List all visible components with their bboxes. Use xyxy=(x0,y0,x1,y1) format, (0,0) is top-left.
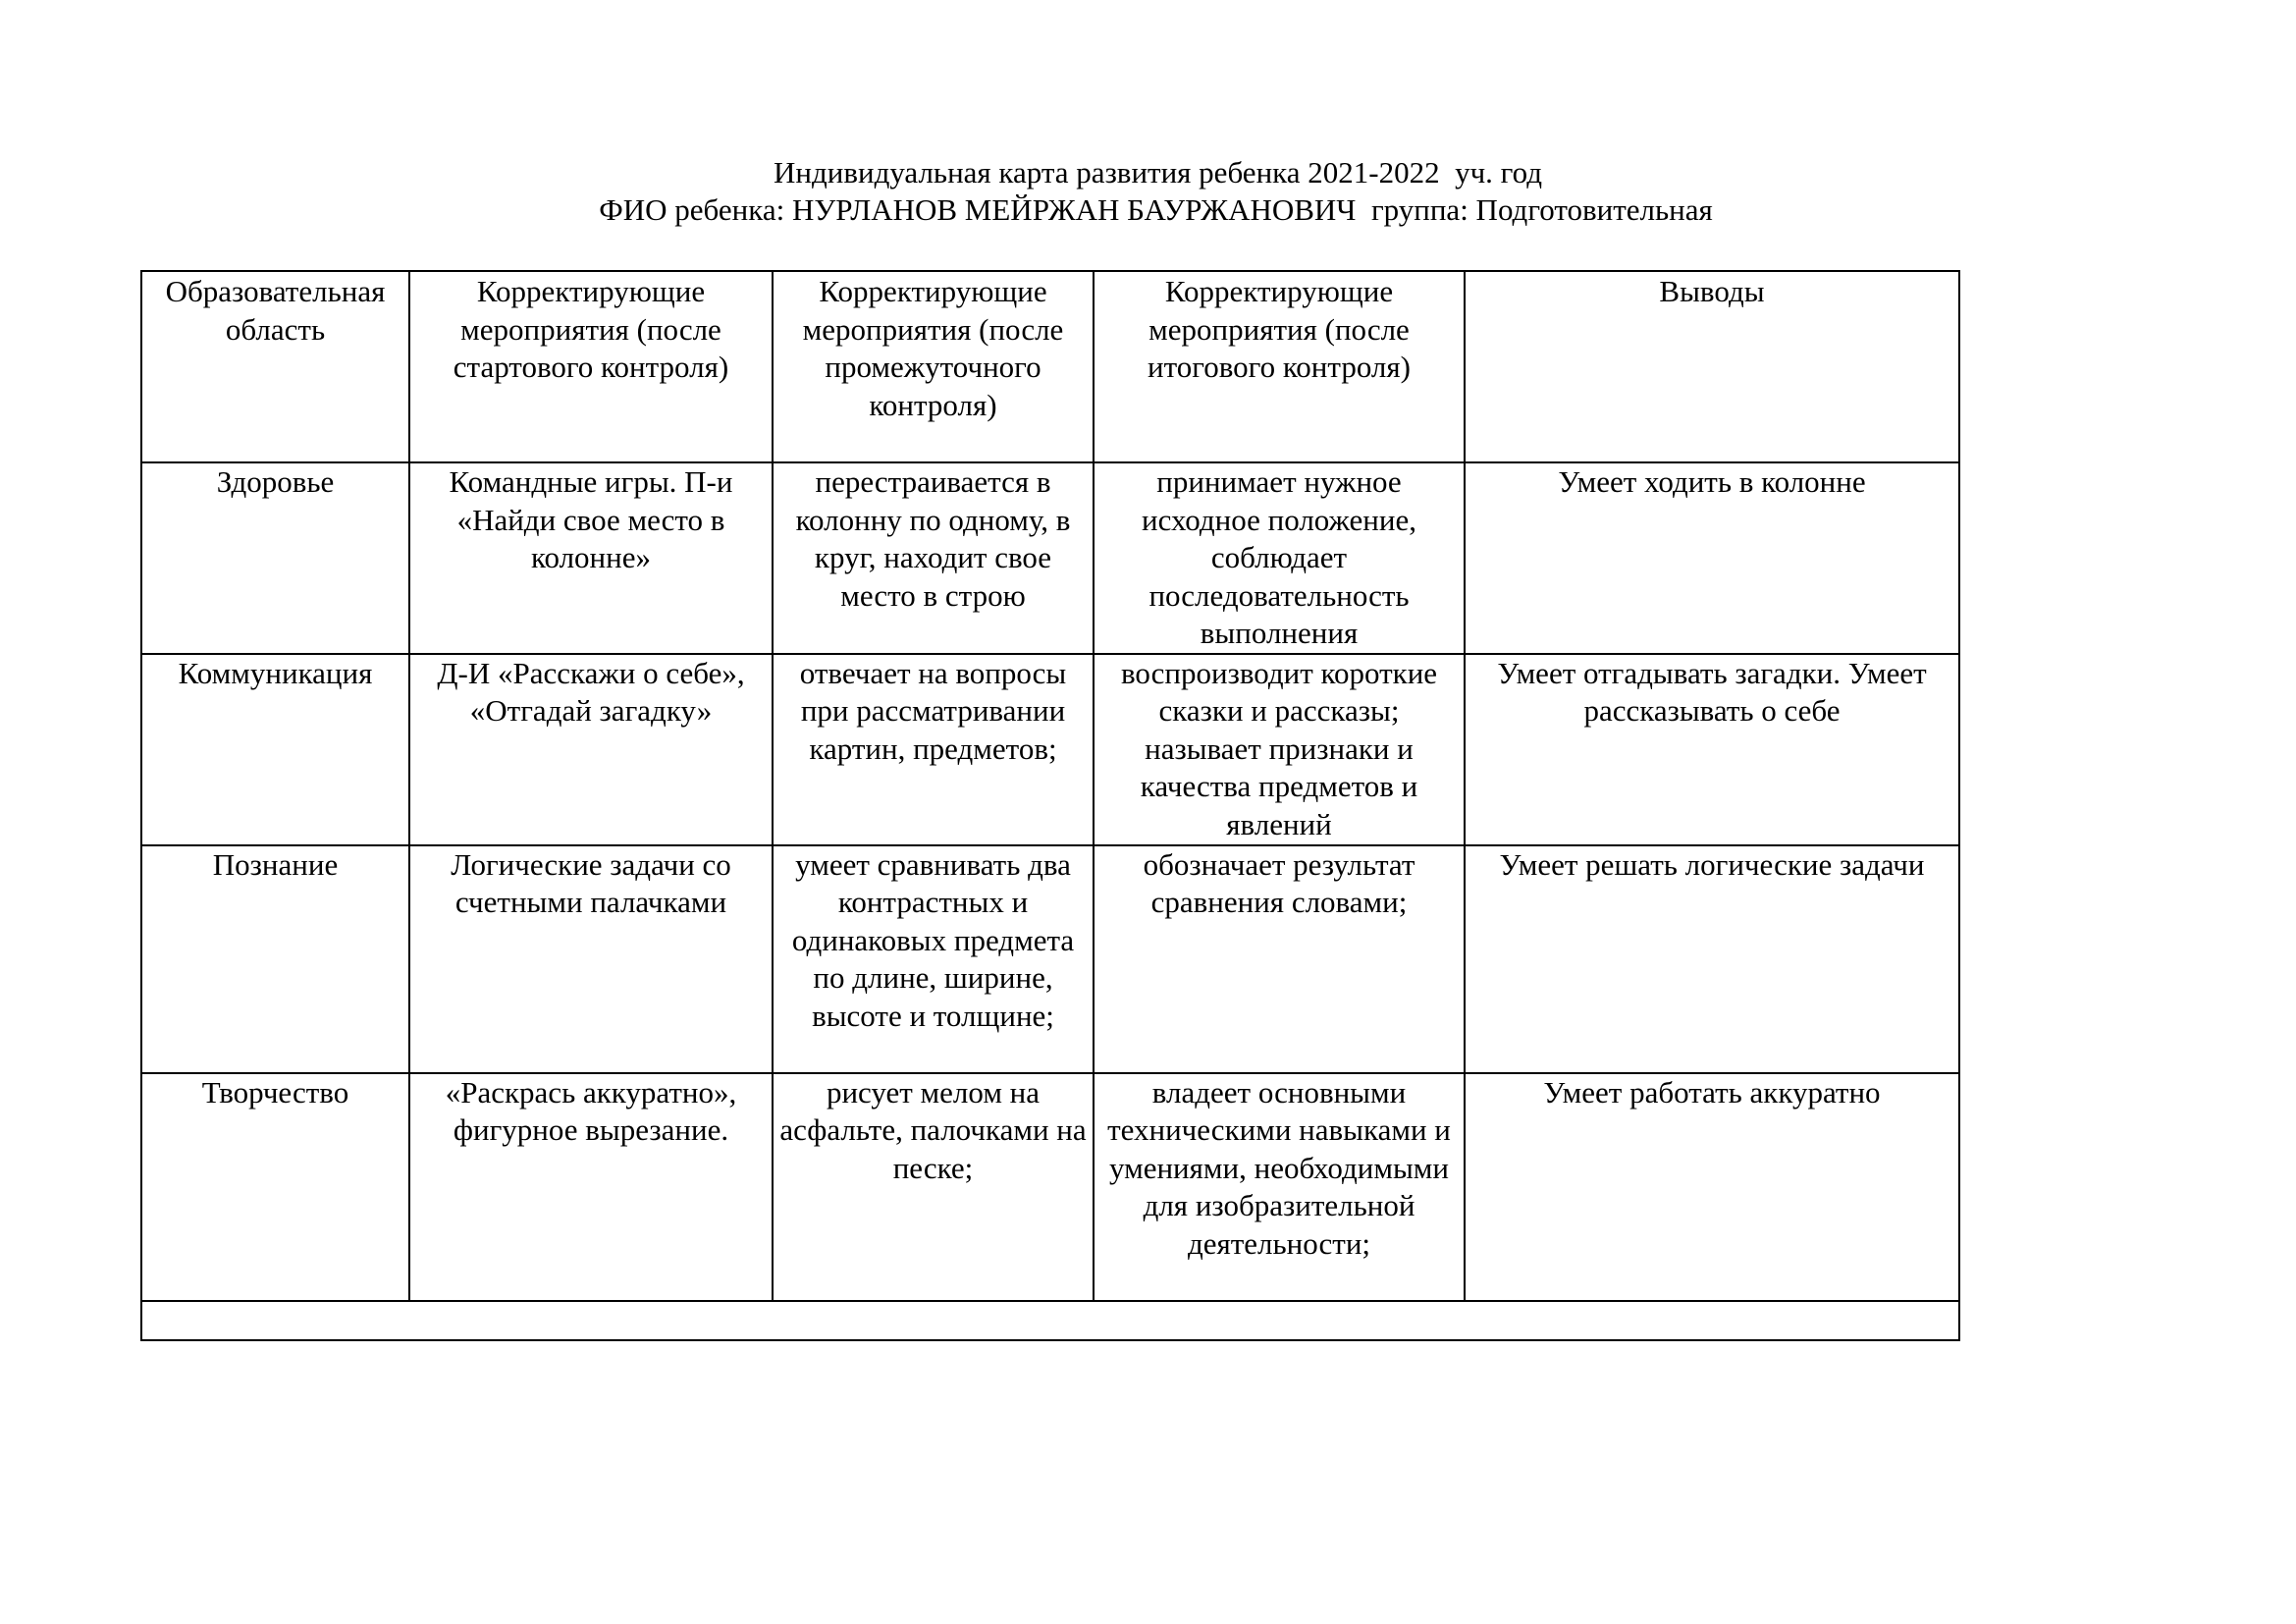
cell-area: Познание xyxy=(141,845,409,1073)
cell-conclusion: Умеет отгадывать загадки. Умеет рассказывать о себе xyxy=(1465,654,1959,845)
development-card-table xyxy=(140,270,1960,1341)
empty-cell xyxy=(141,1301,1959,1340)
column-header-start-control: Корректирующие мероприятия (после стартового контроля) xyxy=(409,271,773,462)
cell-conclusion: Умеет ходить в колонне xyxy=(1465,462,1959,654)
table-row xyxy=(141,654,1959,845)
cell-area: Творчество xyxy=(141,1073,409,1301)
cell-final: воспроизводит короткие сказки и рассказы; называет признаки и качества предметов и явлений xyxy=(1094,654,1465,845)
cell-conclusion: Умеет решать логические задачи xyxy=(1465,845,1959,1073)
document-title: Индивидуальная карта развития ребенка 2021-2022 уч. год xyxy=(774,155,1542,189)
cell-start: Д-И «Расскажи о себе», «Отгадай загадку» xyxy=(409,654,773,845)
empty-table-row xyxy=(141,1301,1959,1340)
cell-area: Здоровье xyxy=(141,462,409,654)
cell-final: владеет основными техническими навыками и умениями, необходимыми для изобразительной деятельности; xyxy=(1094,1073,1465,1301)
cell-start: Логические задачи со счетными палачками xyxy=(409,845,773,1073)
cell-conclusion: Умеет работать аккуратно xyxy=(1465,1073,1959,1301)
cell-mid: перестраивается в колонну по одному, в круг, находит свое место в строю xyxy=(773,462,1094,654)
cell-final: обозначает результат сравнения словами; xyxy=(1094,845,1465,1073)
column-header-area: Образовательная область xyxy=(141,271,409,462)
cell-start: «Раскрась аккуратно», фигурное вырезание. xyxy=(409,1073,773,1301)
table-row xyxy=(141,845,1959,1073)
cell-mid: рисует мелом на асфальте, палочками на песке; xyxy=(773,1073,1094,1301)
column-header-conclusions: Выводы xyxy=(1465,271,1959,462)
child-info-line: ФИО ребенка: НУРЛАНОВ МЕЙРЖАН БАУРЖАНОВИЧ группа: Подготовительная xyxy=(599,192,1713,227)
cell-start: Командные игры. П-и «Найди свое место в колонне» xyxy=(409,462,773,654)
column-header-mid-control: Корректирующие мероприятия (после промежуточного контроля) xyxy=(773,271,1094,462)
cell-mid: отвечает на вопросы при рассматривании картин, предметов; xyxy=(773,654,1094,845)
cell-mid: умеет сравнивать два контрастных и одинаковых предмета по длине, ширине, высоте и толщине; xyxy=(773,845,1094,1073)
cell-final: принимает нужное исходное положение, соблюдает последовательность выполнения xyxy=(1094,462,1465,654)
table-row xyxy=(141,1073,1959,1301)
table-row xyxy=(141,462,1959,654)
column-header-final-control: Корректирующие мероприятия (после итогового контроля) xyxy=(1094,271,1465,462)
table-header-row xyxy=(141,271,1959,462)
cell-area: Коммуникация xyxy=(141,654,409,845)
